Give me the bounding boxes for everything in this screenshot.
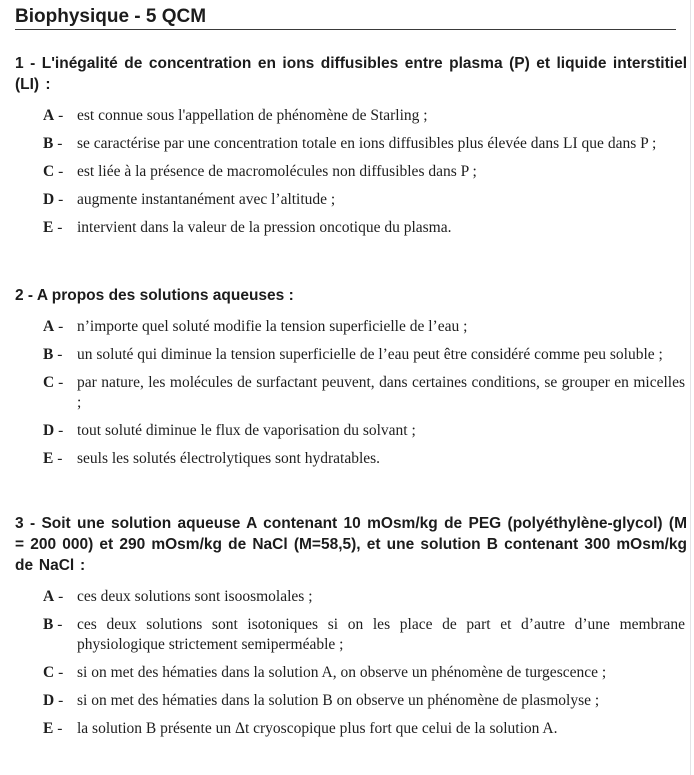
option-letter: A - [43, 318, 64, 335]
option-letter: D - [43, 422, 64, 439]
question-heading: 2 - A propos des solutions aqueuses : [15, 287, 294, 304]
option-letter: C - [43, 374, 64, 391]
option-e[interactable] [43, 449, 687, 469]
page-edge [690, 0, 691, 775]
question-heading: 1 - L'inégalité de concentration en ions diffusibles entre plasma (P) et liquide interstitiel (LI) : [15, 55, 687, 93]
option-list [15, 587, 687, 739]
option-b[interactable] [43, 134, 687, 154]
option-c[interactable] [43, 373, 687, 413]
option-text: n’importe quel soluté modifie la tension superficielle de l’eau ; [77, 318, 468, 335]
option-text: est liée à la présence de macromolécules non diffusibles dans P ; [77, 163, 477, 180]
option-text: un soluté qui diminue la tension superficielle de l’eau peut être considéré comme peu soluble ; [77, 346, 663, 363]
option-letter: E - [43, 219, 63, 236]
option-c[interactable] [43, 162, 687, 182]
option-list [15, 106, 687, 238]
question-1 [15, 53, 687, 246]
option-letter: E - [43, 450, 63, 467]
option-text: la solution B présente un Δt cryoscopique plus fort que celui de la solution A. [77, 720, 558, 737]
option-text: se caractérise par une concentration totale en ions diffusibles plus élevée dans LI que dans P ; [77, 135, 657, 152]
option-letter: B - [43, 135, 63, 152]
option-b[interactable] [43, 615, 687, 655]
option-text: ces deux solutions sont isotoniques si on les place de part et d’autre d’une membrane physiologique strictement semiperméable ; [77, 616, 685, 653]
option-letter: C - [43, 664, 64, 681]
option-letter: D - [43, 191, 64, 208]
question-heading: 3 - Soit une solution aqueuse A contenant 10 mOsm/kg de PEG (polyéthylène-glycol) (M = 200 000) et 290 mOsm/kg de NaCl (M=58,5), et une solution B contenant 300 mOsm/kg de NaCl : [15, 515, 687, 574]
question-2 [15, 285, 687, 477]
option-d[interactable] [43, 421, 687, 441]
option-e[interactable] [43, 218, 687, 238]
option-letter: E - [43, 720, 63, 737]
option-text: par nature, les molécules de surfactant peuvent, dans certaines conditions, se grouper en micelles ; [77, 374, 685, 411]
option-text: si on met des hématies dans la solution B on observe un phénomène de plasmolyse ; [77, 692, 600, 709]
option-letter: C - [43, 163, 64, 180]
option-a[interactable] [43, 317, 687, 337]
document-title: Biophysique - 5 QCM [15, 5, 676, 30]
option-text: ces deux solutions sont isoosmolales ; [77, 588, 313, 605]
option-letter: D - [43, 692, 64, 709]
option-text: tout soluté diminue le flux de vaporisation du solvant ; [77, 422, 416, 439]
option-text: intervient dans la valeur de la pression oncotique du plasma. [77, 219, 452, 236]
option-text: si on met des hématies dans la solution A, on observe un phénomène de turgescence ; [77, 664, 607, 681]
option-a[interactable] [43, 106, 687, 126]
option-text: est connue sous l'appellation de phénomène de Starling ; [77, 107, 428, 124]
option-c[interactable] [43, 663, 687, 683]
option-e[interactable] [43, 719, 687, 739]
option-b[interactable] [43, 345, 687, 365]
option-a[interactable] [43, 587, 687, 607]
option-letter: B - [43, 346, 63, 363]
option-text: augmente instantanément avec l’altitude ; [77, 191, 336, 208]
option-list [15, 317, 687, 469]
option-letter: B - [43, 616, 63, 633]
option-letter: A - [43, 107, 64, 124]
option-d[interactable] [43, 190, 687, 210]
option-letter: A - [43, 588, 64, 605]
question-3 [15, 513, 687, 747]
option-d[interactable] [43, 691, 687, 711]
option-text: seuls les solutés électrolytiques sont hydratables. [77, 450, 381, 467]
